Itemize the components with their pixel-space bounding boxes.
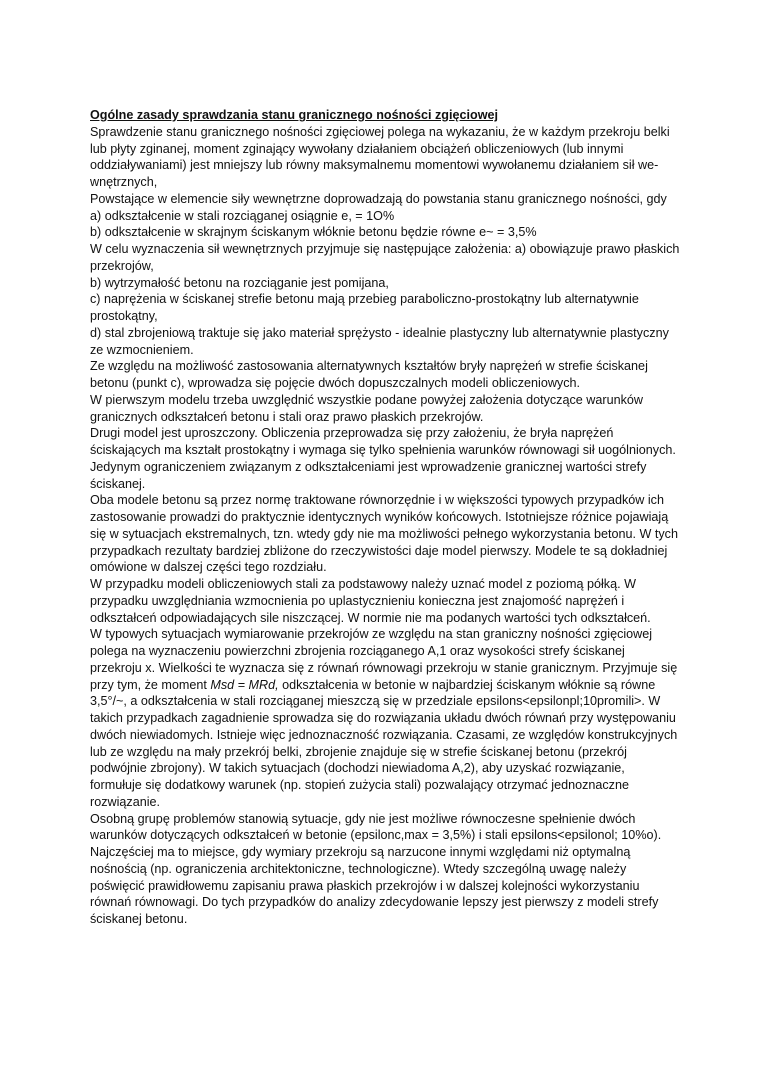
- moment-formula: Msd = MRd,: [210, 677, 279, 692]
- document-title: Ogólne zasady sprawdzania stanu granicznego nośności zgięciowej: [90, 108, 498, 122]
- paragraph-typical-design: [90, 626, 680, 810]
- condition-b: b) odkształcenie w skrajnym ściskanym włóknie betonu będzie równe e~ = 3,5%: [90, 225, 537, 240]
- paragraph-models: Ze względu na możliwość zastosowania alternatywnych kształtów bryły naprężeń w strefie ściskanej betonu (punkt c), wprowadza się pojęcie dwóch dopuszczalnych modeli obliczeniowych.: [90, 359, 648, 390]
- paragraph-conditions: Powstające w elemencie siły wewnętrzne doprowadzają do powstania stanu granicznego nośności, gdy: [90, 191, 667, 206]
- condition-a: a) odkształcenie w stali rozciąganej osiągnie e, = 1O%: [90, 208, 395, 223]
- document-body: [90, 107, 680, 928]
- paragraph-both-models: Oba modele betonu są przez normę traktowane równorzędnie i w większości typowych przypadków ich zastosowanie prowadzi do praktycznie identycznych wyników końcowych. Istotniejsze różnice pojawiają się w sytuacjach ekstremalnych, tzn. wtedy gdy nie ma możliwości pełnego wykorzystania betonu. W tych przypadkach rezultaty bardziej zbliżone do rzeczywistości daje model pierwszy. Modele te są dokładniej omówione w dalszej części tego rozdziału.: [90, 493, 678, 575]
- paragraph-steel-models: W przypadku modeli obliczeniowych stali za podstawowy należy uznać model z poziomą półką. W przypadku uwzględniania wzmocnienia po uplastycznieniu konieczna jest znajomość naprężeń i odkształceń odpowiadających sile niszczącej. W normie nie ma podanych wartości tych odkształceń.: [90, 577, 651, 625]
- typical-design-text: W typowych sytuacjach wymiarowanie przekrojów ze względu na stan graniczny nośności zgięciowej polega na wyznaczeniu powierzchni zbrojenia rozciąganego A,1 oraz wysokości strefy ściskanej przekroju x. Wielkości te wyznacza się z równań równowagi przekroju w stanie granicznym. Przyjmuje się przy tym, że moment: [90, 627, 678, 692]
- typical-design-continuation: odkształcenia w betonie w najbardziej ściskanym włóknie są równe 3,5°/~, a odkształcenia w stali rozciąganej mieszczą się w przedziale epsilons<epsilonpl;10promili>. W takich przypadkach zagadnienie sprowadza się do rozwiązania układu dwóch równań przy występowaniu dwóch niewiadomych. Istnieje więc jednoznaczność rozwiązania. Czasami, ze względów konstrukcyjnych lub ze względu na mały przekrój belki, zbrojenie znajduje się w strefie ściskanej betonu (przekrój podwójnie zbrojony). W takich sytuacjach (dochodzi niewiadoma A,2), aby uzyskać rozwiązanie, formułuje się dodatkowy warunek (np. stopień zużycia stali) pozwalający otrzymać jednoznaczne rozwiązanie.: [90, 677, 678, 809]
- paragraph-assumptions: W celu wyznaczenia sił wewnętrznych przyjmuje się następujące założenia: a) obowiązuje prawo płaskich przekrojów,: [90, 242, 680, 273]
- paragraph-intro: Sprawdzenie stanu granicznego nośności zgięciowej polega na wykazaniu, że w każdym przekroju belki lub płyty zginanej, moment zginający wywołany działaniem obciążeń obliczeniowych (lub innymi oddziaływaniami) jest mniejszy lub równy maksymalnemu momentowi wywołanemu działaniem sił we-wnętrznych,: [90, 124, 670, 189]
- assumption-d: d) stal zbrojeniową traktuje się jako materiał sprężysto - idealnie plastyczny lub alternatywnie plastyczny ze wzmocnieniem.: [90, 325, 669, 357]
- assumption-b: b) wytrzymałość betonu na rozciąganie jest pomijana,: [90, 275, 389, 290]
- paragraph-second-model: Drugi model jest uproszczony. Obliczenia przeprowadza się przy założeniu, że bryła naprężeń ściskających ma kształt prostokątny i wymaga się tylko spełnienia warunków równowagi sił uogólnionych. Jedynym ograniczeniem związanym z odkształceniami jest wprowadzenie granicznej wartości strefy ściskanej.: [90, 426, 676, 491]
- paragraph-first-model: W pierwszym modelu trzeba uwzględnić wszystkie podane powyżej założenia dotyczące warunków granicznych odkształceń betonu i stali oraz prawo płaskich przekrojów.: [90, 392, 643, 424]
- assumption-c: c) naprężenia w ściskanej strefie betonu mają przebieg paraboliczno-prostokątny lub alternatywnie prostokątny,: [90, 292, 639, 323]
- paragraph-special-cases: Osobną grupę problemów stanowią sytuacje, gdy nie jest możliwe równoczesne spełnienie dwóch warunków dotyczących odkształceń w betonie (epsilonc,max = 3,5%) i stali epsilons<epsilonol; 10%o). Najczęściej ma to miejsce, gdy wymiary przekroju są narzucone innymi względami niż optymalną nośnością (np. ograniczenia architektoniczne, technologiczne). Wtedy szczególną uwagę należy poświęcić prawidłowemu zapisaniu prawa płaskich przekrojów i w dalszej kolejności wykorzystaniu równań równowagi. Do tych przypadków do analizy zdecydowanie lepszy jest pierwszy z modeli strefy ściskanej betonu.: [90, 811, 662, 926]
